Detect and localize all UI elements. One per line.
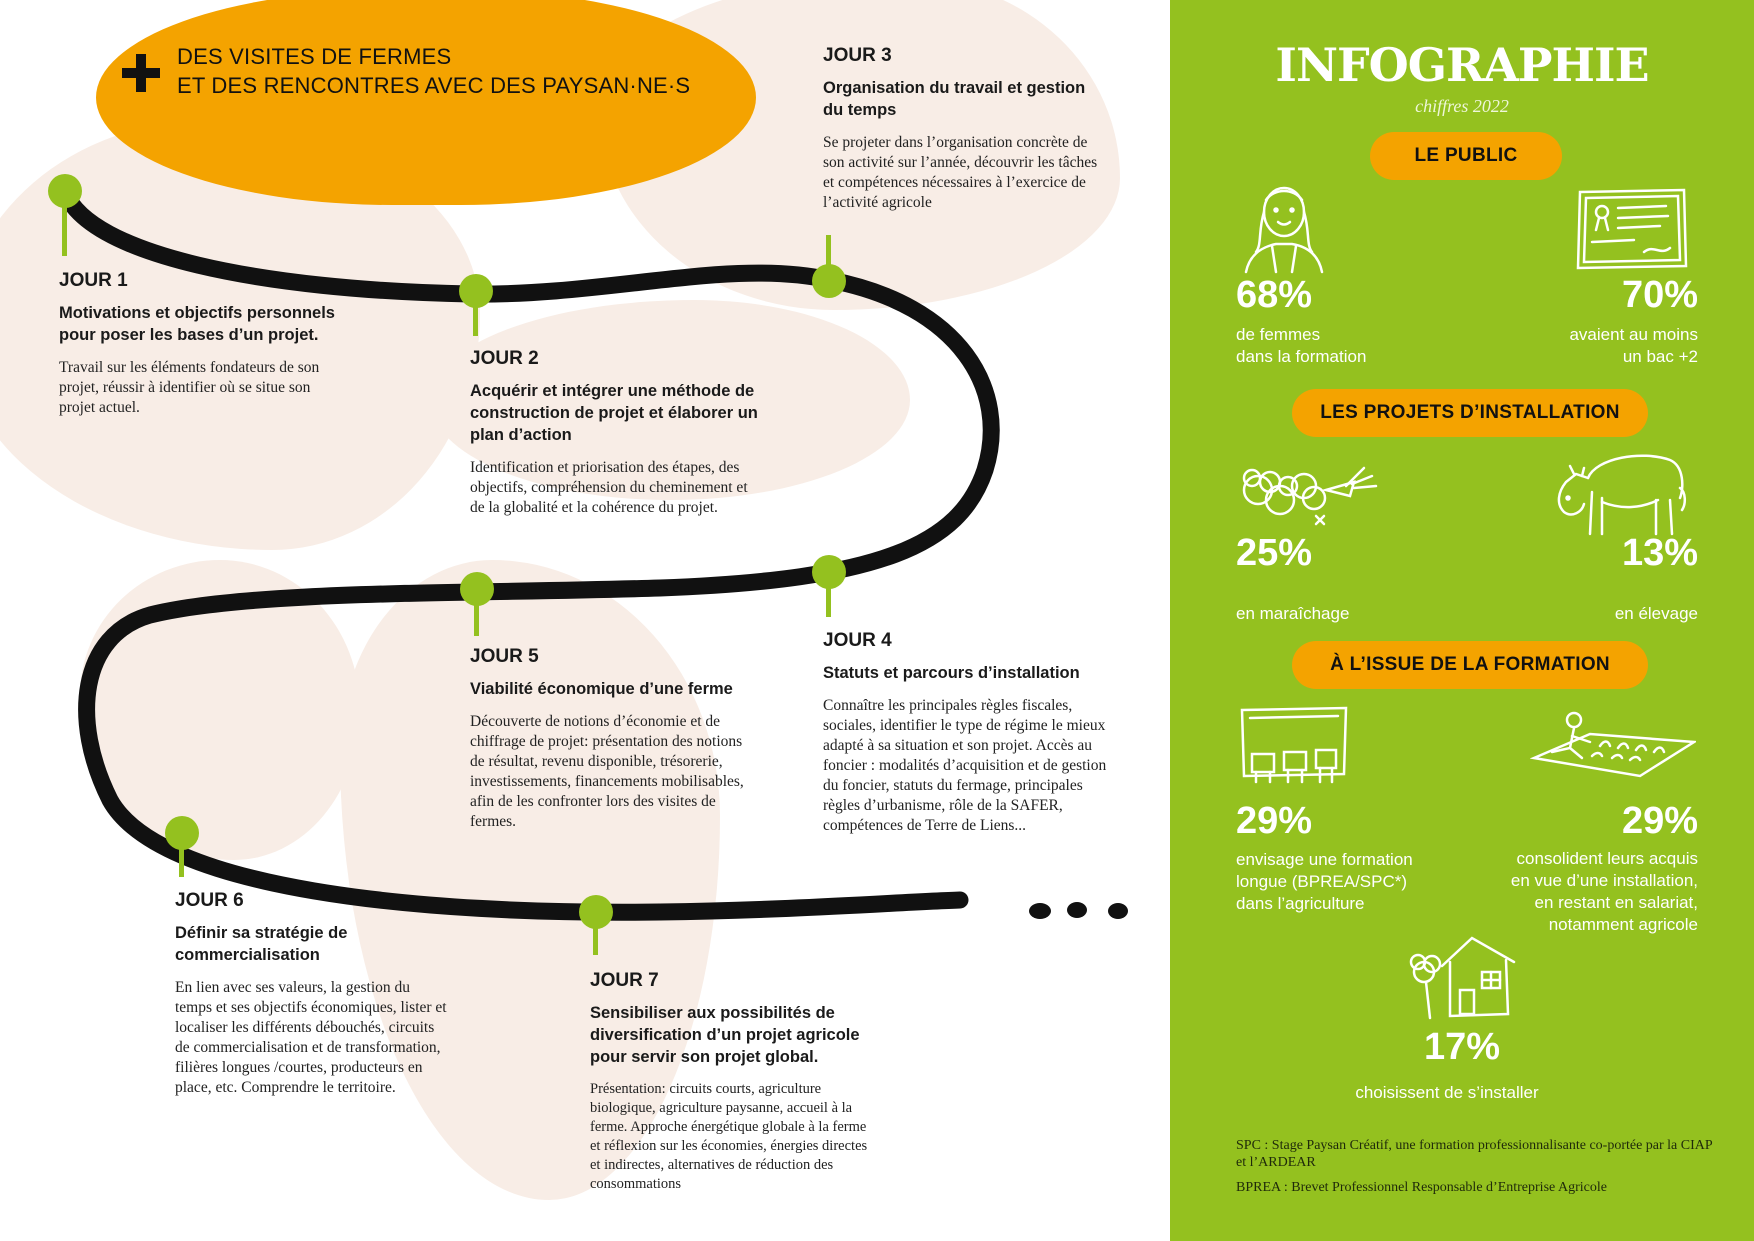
stat-description <box>1478 324 1698 368</box>
milestone-dot-7 <box>579 895 613 929</box>
day-description: Identification et priorisation des étapes, des objectifs, compréhension du cheminement et de la globalité et la cohérence du projet. <box>470 459 748 516</box>
stat-line: dans l’agriculture <box>1236 894 1365 913</box>
stat-line: un bac +2 <box>1622 347 1698 366</box>
banner-line-2: ET DES RENCONTRES AVEC DES PAYSAN·NE·S <box>177 73 691 98</box>
day-number: JOUR 5 <box>470 646 539 667</box>
footnotes <box>1236 1137 1716 1196</box>
stat-line: en maraîchage <box>1236 604 1350 623</box>
day-2 <box>470 348 760 518</box>
day-number: JOUR 2 <box>470 348 539 369</box>
milestone-dot-4 <box>812 555 846 589</box>
day-number: JOUR 7 <box>590 970 659 991</box>
milestone-dot-3 <box>812 264 846 298</box>
section-outcome: À L’ISSUE DE LA FORMATION <box>1292 641 1648 689</box>
day-description: Connaître les principales règles fiscales, sociales, identifier le type de régime le mieux adapté à sa situation et son projet. Accès au foncier : modalités d’acquisition et de gestion du foncier, statuts du fermage, principales règles d’urbanisme, rôle de la SAFER, compétences de Terre de Liens... <box>823 697 1107 834</box>
day-description: Découverte de notions d’économie et de chiffrage de projet: présentation des notions de résultat, revenu disponible, trésorerie, investissements, financements mobilisables, afin de les confronter lors des visites de fermes. <box>470 713 744 830</box>
section-projects: LES PROJETS D’INSTALLATION <box>1292 389 1648 437</box>
stat-value: 29% <box>1236 800 1313 842</box>
woman-icon <box>1236 182 1332 274</box>
cow-icon <box>1552 448 1692 540</box>
stat-description <box>1236 603 1456 625</box>
stat-line: choisissent de s’installer <box>1355 1083 1539 1102</box>
stat-value: 25% <box>1236 532 1313 574</box>
stat-value: 29% <box>1621 800 1698 842</box>
stat-line: de femmes <box>1236 325 1321 344</box>
stat-line: dans la formation <box>1236 347 1367 366</box>
day-heading: Définir sa stratégie de commercialisation <box>175 924 348 964</box>
stat-line: consolident leurs acquis <box>1516 849 1698 868</box>
day-1 <box>59 270 349 418</box>
day-heading: Statuts et parcours d’installation <box>823 664 1080 682</box>
stat-line: en vue d’une installation, <box>1510 871 1698 890</box>
ellipsis-dot <box>1067 902 1087 918</box>
day-number: JOUR 1 <box>59 270 128 291</box>
stat-line: en restant en salariat, <box>1534 893 1698 912</box>
ellipsis-dot <box>1029 903 1051 919</box>
stat-line: notamment agricole <box>1548 915 1698 934</box>
day-description: En lien avec ses valeurs, la gestion du temps et ses objectifs économiques, lister et localiser les différents débouchés, circuits de commercialisation et de transformation, filières longues /courtes, producteurs en place, etc. Comprendre le territoire. <box>175 979 447 1096</box>
stat-description <box>1236 324 1456 368</box>
stat-value: 68% <box>1236 274 1313 316</box>
day-4 <box>823 630 1113 836</box>
day-description: Présentation: circuits courts, agriculture biologique, agriculture paysanne, accueil à la ferme. Approche énergétique globale à la ferme et réflexion sur les économies, énergies directes et indirectes, alternatives de réduction des consommations <box>590 1081 868 1192</box>
stat-line: longue (BPREA/SPC*) <box>1236 872 1408 891</box>
milestone-stem <box>593 925 598 955</box>
day-7 <box>590 970 875 1194</box>
milestone-stem <box>826 585 831 617</box>
milestone-dot-1 <box>48 174 82 208</box>
day-5 <box>470 646 755 832</box>
stat-value: 13% <box>1621 532 1698 574</box>
field-worker-icon <box>1530 708 1696 782</box>
stat-description <box>1236 849 1466 915</box>
stat-line: en élevage <box>1614 604 1698 623</box>
diploma-icon <box>1574 186 1692 272</box>
vegetables-icon <box>1236 456 1380 532</box>
day-number: JOUR 3 <box>823 45 892 66</box>
banner-line-1: DES VISITES DE FERMES <box>177 44 452 69</box>
day-heading: Acquérir et intégrer une méthode de construction de projet et élaborer un plan d’action <box>470 382 758 444</box>
stat-value: 70% <box>1621 274 1698 316</box>
milestone-dot-2 <box>459 274 493 308</box>
ellipsis-dot <box>1108 903 1128 919</box>
day-heading: Organisation du travail et gestion du temps <box>823 79 1086 119</box>
milestone-dot-5 <box>460 572 494 606</box>
infographic-subtitle: chiffres 2022 <box>1415 96 1509 116</box>
classroom-icon <box>1236 704 1352 786</box>
stat-value: 17% <box>1423 1026 1501 1068</box>
day-number: JOUR 6 <box>175 890 244 911</box>
day-heading: Viabilité économique d’une ferme <box>470 680 733 698</box>
day-heading: Sensibiliser aux possibilités de diversification d’un projet agricole pour servir son projet global. <box>590 1004 860 1066</box>
day-6 <box>175 890 450 1098</box>
day-description: Travail sur les éléments fondateurs de son projet, réussir à identifier où se situe son projet actuel. <box>59 359 320 416</box>
farmhouse-icon <box>1406 932 1518 1024</box>
milestone-stem <box>62 200 67 256</box>
stat-description <box>1170 1082 1724 1104</box>
footnote-bprea: BPREA : Brevet Professionnel Responsable d’Entreprise Agricole <box>1236 1180 1607 1195</box>
stat-description <box>1478 603 1698 625</box>
stat-line: envisage une formation <box>1236 850 1413 869</box>
day-description: Se projeter dans l’organisation concrète de son activité sur l’année, découvrir les tâches et compétences nécessaires à l’exercice de l’activité agricole <box>823 134 1098 211</box>
day-number: JOUR 4 <box>823 630 892 651</box>
milestone-dot-6 <box>165 816 199 850</box>
infographic-title: INFOGRAPHIE <box>1275 38 1649 92</box>
stat-line: avaient au moins <box>1569 325 1698 344</box>
day-3 <box>823 45 1108 213</box>
footnote-spc: SPC : Stage Paysan Créatif, une formation professionnalisante co-portée par la CIAP et l’ARDEAR <box>1236 1138 1713 1170</box>
day-heading: Motivations et objectifs personnels pour poser les bases d’un projet. <box>59 304 335 344</box>
infographic-panel <box>1170 0 1754 1241</box>
stat-description <box>1438 848 1698 936</box>
section-public: LE PUBLIC <box>1370 132 1562 180</box>
